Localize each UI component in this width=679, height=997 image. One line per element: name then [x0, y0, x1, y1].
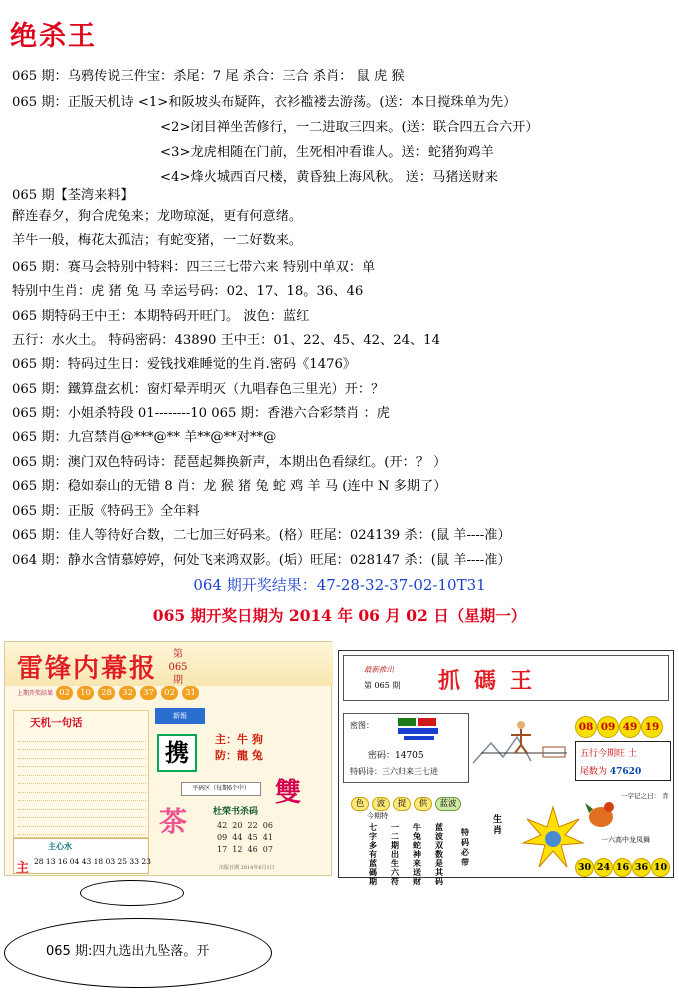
- xinshui-numbers: 28 13 16 04 43 18 03 25 33 23: [34, 857, 151, 866]
- newspaper-footer: 出版日期 2014年6月1日: [219, 865, 275, 871]
- zhu-line: 主：牛 狗: [215, 733, 263, 746]
- zmw-mitu-box: [343, 713, 469, 783]
- number-ball: 19: [641, 716, 663, 738]
- bubble-text: 065 期:四九选出九坠落。开: [46, 944, 210, 959]
- prediction-line: <3>龙虎相随在门前，生死相冲看谁人。送：蛇猪狗鸡羊: [160, 145, 494, 160]
- number-ball: 08: [575, 716, 597, 738]
- poem-column: 牛兔蛇神来送财: [413, 822, 421, 886]
- tightrope-scene-icon: [471, 713, 571, 783]
- prediction-line: 065 期：正版《特码王》全年料: [12, 504, 200, 519]
- color-tag-green: 蓝波: [435, 797, 461, 811]
- flag-icon: [394, 716, 444, 742]
- xinshui-box: [13, 838, 149, 874]
- thought-bubble-small: [80, 880, 184, 906]
- prediction-line: 065 期：小姐杀特段 01--------10 065 期：香港六合彩禁肖 ：虎: [12, 406, 390, 421]
- color-tags: [351, 791, 464, 811]
- number-ball: 30: [575, 858, 594, 877]
- color-tag: 提: [393, 797, 411, 811]
- prediction-line: 065 期：赛马会特别中特料：四三三七带六来 特别中单双：单: [12, 260, 376, 275]
- rooster-icon: [585, 797, 619, 831]
- zhu-fang-lines: [215, 732, 263, 764]
- pingma-label: 平码区（每期6个中）: [181, 782, 261, 796]
- newspaper-right-column: [155, 708, 331, 876]
- jinqi-label: 今期特: [367, 812, 388, 820]
- dx-title: 杜荣书杀码: [213, 807, 259, 817]
- zmw-title: 抓碼王: [438, 668, 547, 694]
- prediction-line: 五行：水火土。 特码密码：43890 王中王：01、22、45、42、24、14: [12, 333, 440, 348]
- prediction-line: <4>烽火城西百尺楼，黄昏独上海风秋。 送：马猪送财来: [160, 170, 498, 185]
- shuang-character: 雙: [275, 778, 302, 808]
- xinshui-title: 主心水: [48, 841, 72, 851]
- result-ball: 32: [119, 686, 136, 700]
- poem-column: 蓝波双数是其码: [435, 822, 443, 886]
- number-ball: 49: [619, 716, 641, 738]
- cha-character: 茶: [159, 805, 188, 838]
- result-ball: 31: [182, 686, 199, 700]
- prediction-line: 065 期：鐵算盘玄机：窗灯晕弄明灭（九唱春色三里光）开：？: [12, 382, 385, 397]
- prediction-line: 065 期：稳如泰山的无错 8 肖：龙 猴 猪 兔 蛇 鸡 羊 马 (连中 N 多期了）: [12, 479, 447, 494]
- tail-value: 47620: [609, 767, 642, 777]
- temashi-line: 特码诗：三六归来三七进: [350, 767, 438, 776]
- prediction-line: 065 期：九宫禁肖@***@** 羊**@**对**@: [12, 430, 277, 445]
- number-ball: 24: [594, 858, 613, 877]
- prediction-line: 特别中生肖：虎 猪 兔 马 幸运号码：02、17、18。36、46: [12, 284, 364, 299]
- zmw-subtitle: 最新推出: [364, 665, 394, 674]
- page-title: 绝杀王: [10, 21, 97, 52]
- result-ball: 10: [77, 686, 94, 700]
- ball-prefix: 上期开奖结果: [17, 690, 54, 697]
- newspaper-title: 雷锋内幕报: [17, 654, 158, 684]
- result-ball: 37: [140, 686, 157, 700]
- color-tag: 供: [414, 797, 432, 811]
- last-result-balls: [17, 686, 335, 702]
- number-ball: 10: [651, 858, 670, 877]
- zmw-top-balls: [575, 715, 671, 738]
- shengxiao-values: 特码必带: [461, 827, 469, 867]
- prediction-line: 065 期特码王中王：本期特码开旺门。 波色：蓝红: [12, 309, 310, 324]
- number-ball: 36: [632, 858, 651, 877]
- mitu-label: 密图：: [350, 721, 374, 730]
- wuxing-box: [575, 741, 671, 781]
- prediction-line: 065 期：正版天机诗 <1>和阪坡头布疑阵，衣衫褴褛去游荡。(送：本日搅珠单为先）: [12, 95, 517, 110]
- starburst-icon: [523, 807, 583, 867]
- dx-numbers: 42 20 22 06 09 44 45 41 17 12 46 07: [217, 821, 273, 854]
- zmw-issue: 第 065 期: [364, 681, 401, 690]
- yizi-label: 一字记之曰： 肯: [621, 792, 669, 800]
- draw-date: 065 期开奖日期为 2014 年 06 月 02 日（星期一）: [152, 606, 527, 625]
- tianji-section: [13, 710, 149, 838]
- prediction-line: <2>闭目禅坐苦修行，一二进取三四来。(送：联合四五合六开）: [160, 120, 539, 135]
- prediction-line: 065 期【荃湾来料】: [12, 188, 134, 203]
- prediction-line: 醉连春夕，狗合虎兔来；龙吻琼涎，更有何意绪。: [12, 209, 303, 224]
- big-character: 携: [157, 734, 197, 772]
- result-line: [0, 574, 679, 595]
- color-tag: 色: [351, 797, 369, 811]
- result-ball: 28: [98, 686, 115, 700]
- prediction-line: 065 期：佳人等待好合数，二七加三好码来。(格）旺尾：024139 杀：(鼠 羊----准）: [12, 528, 511, 543]
- zmw-bottom-balls: [575, 855, 675, 877]
- fang-line: 防：龍 兔: [215, 749, 263, 762]
- wuxing-line: 五行今期旺 土: [580, 749, 637, 759]
- newspaper-issue: 第065期: [168, 649, 188, 686]
- prediction-line: 064 期：静水含情慕婷婷，何处飞来鸿双影。(垢）旺尾：028147 杀：(鼠 羊----准）: [12, 553, 511, 568]
- color-tag: 波: [372, 797, 390, 811]
- result-numbers: 47-28-32-37-02-10T31: [316, 576, 486, 594]
- yiliu-label: 一六高中龙凤舞: [601, 836, 650, 844]
- shengxiao-label: 生肖: [493, 815, 503, 836]
- mima-line: 密码：14705: [368, 751, 424, 761]
- tianji-rows: [18, 733, 146, 835]
- prediction-line: 065 期：特码过生日：爱钱找难睡觉的生肖.密码《1476》: [12, 357, 357, 372]
- tianji-title: 天机一句话: [30, 717, 83, 729]
- result-ball: 02: [56, 686, 73, 700]
- poem-column: 七字多有蓝碼期: [369, 822, 377, 886]
- number-ball: 09: [597, 716, 619, 738]
- prediction-line: 羊牛一般，梅花太孤洁；有蛇变猪，一二好数来。: [12, 233, 303, 248]
- tail-line: 尾数为 47620: [580, 767, 642, 777]
- poem-column: 一二期出生六符: [391, 822, 399, 886]
- prediction-line: 065 期：澳门双色特码诗：琵琶起舞换新声，本期出色看绿红。(开：？ ）: [12, 455, 447, 470]
- number-ball: 16: [613, 858, 632, 877]
- xinshui-zhu: 主: [16, 861, 30, 876]
- zmw-header: [343, 655, 669, 701]
- newspaper-logo: 新報: [155, 708, 205, 724]
- result-label: 064 期开奖结果：: [193, 576, 317, 594]
- leifeng-newspaper-image: [4, 641, 332, 876]
- prediction-line: 065 期：乌鸦传说三件宝：杀尾：7 尾 杀合：三合 杀肖： 鼠 虎 猴: [12, 69, 405, 84]
- zhuamawang-image: [338, 650, 674, 886]
- result-ball: 02: [161, 686, 178, 700]
